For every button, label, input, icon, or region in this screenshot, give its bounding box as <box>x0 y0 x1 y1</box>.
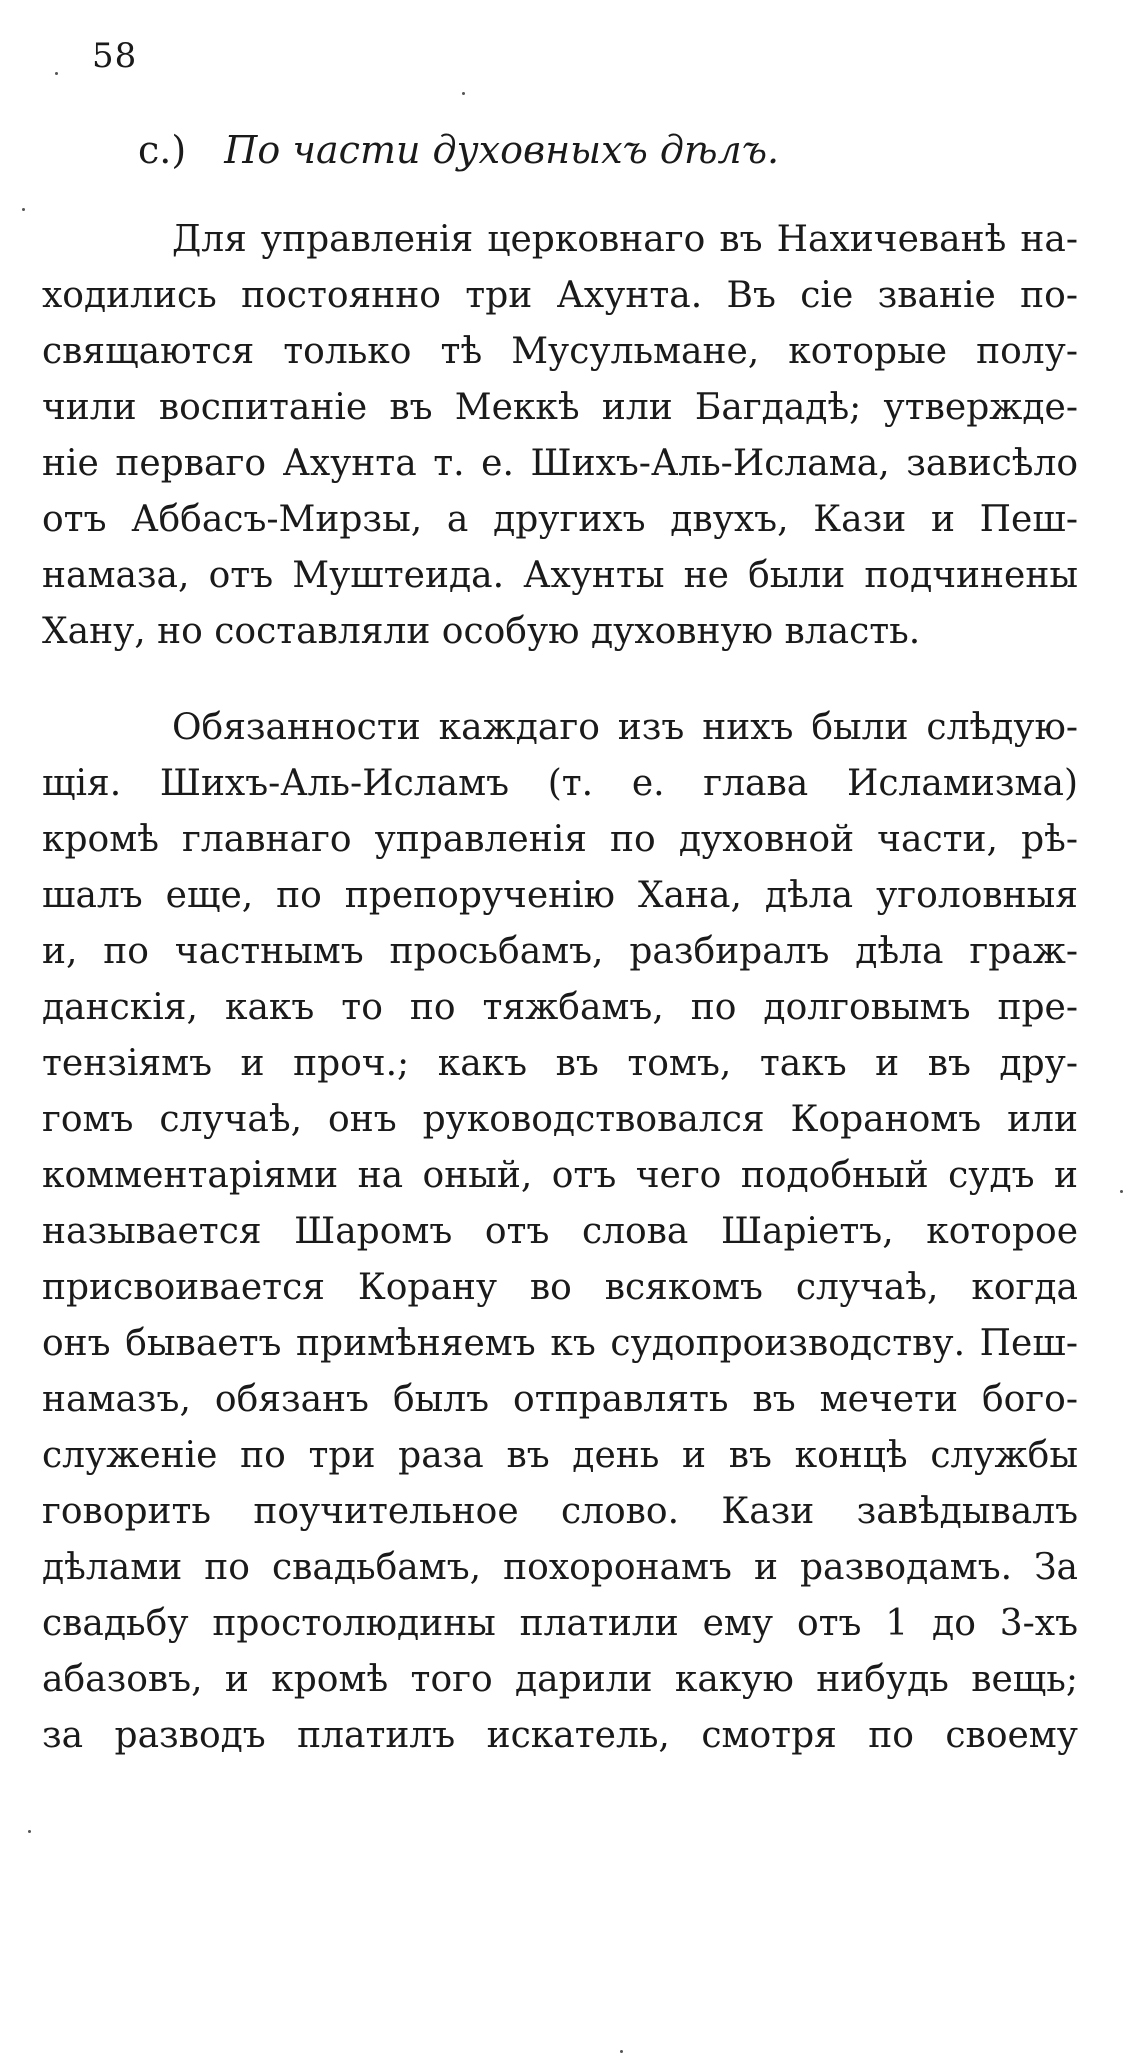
text-line: за разводъ платилъ искатель, смотря по своему <box>42 1715 1078 1756</box>
scan-speck <box>22 208 25 211</box>
section-heading <box>138 128 779 172</box>
text-line: щія. Шихъ-Аль-Исламъ (т. е. глава Исламизма) <box>42 763 1078 804</box>
page-number: 58 <box>92 36 138 76</box>
text-line: онъ бываетъ примѣняемъ къ судопроизводству. Пеш- <box>42 1323 1078 1364</box>
text-line: абазовъ, и кромѣ того дарили какую нибудь вещь; <box>42 1659 1078 1700</box>
text-line: Для управленія церковнаго въ Нахичеванѣ на- <box>172 219 1078 260</box>
text-line: называется Шаромъ отъ слова Шаріетъ, которое <box>42 1211 1078 1252</box>
text-line: чили воспитаніе въ Меккѣ или Багдадѣ; утвержде- <box>42 387 1078 428</box>
section-title: По части духовныхъ дѣлъ. <box>224 128 780 172</box>
text-line: говорить поучительное слово. Кази завѣдывалъ <box>42 1491 1078 1532</box>
text-line: кромѣ главнаго управленія по духовной части, рѣ- <box>42 819 1078 860</box>
scan-speck <box>620 2050 623 2053</box>
text-line: присвоивается Корану во всякомъ случаѣ, когда <box>42 1267 1078 1308</box>
text-line: свадьбу простолюдины платили ему отъ 1 до 3-хъ <box>42 1603 1078 1644</box>
text-line: данскія, какъ то по тяжбамъ, по долговымъ пре- <box>42 987 1078 1028</box>
text-line: служеніе по три раза въ день и въ концѣ службы <box>42 1435 1078 1476</box>
text-line: намазъ, обязанъ былъ отправлять въ мечети бого- <box>42 1379 1078 1420</box>
text-line: намаза, отъ Муштеида. Ахунты не были подчинены <box>42 555 1078 596</box>
text-line: шалъ еще, по препорученію Хана, дѣла уголовныя <box>42 875 1078 916</box>
text-line: гомъ случаѣ, онъ руководствовался Кораномъ или <box>42 1099 1078 1140</box>
text-line: ходились постоянно три Ахунта. Въ сіе званіе по- <box>42 275 1078 316</box>
scan-speck <box>55 72 58 75</box>
text-line: отъ Аббасъ-Мирзы, а другихъ двухъ, Кази и Пеш- <box>42 499 1078 540</box>
scan-speck <box>1120 1190 1123 1193</box>
text-line: свящаются только тѣ Мусульмане, которые полу- <box>42 331 1078 372</box>
scan-speck <box>462 92 465 95</box>
text-line: ніе перваго Ахунта т. е. Шихъ-Аль-Ислама, зависѣло <box>42 443 1078 484</box>
text-line: тензіямъ и проч.; какъ въ томъ, такъ и въ дру- <box>42 1043 1078 1084</box>
text-line: дѣлами по свадьбамъ, похоронамъ и разводамъ. За <box>42 1547 1078 1588</box>
text-line: Хану, но составляли особую духовную власть. <box>42 611 921 652</box>
text-line: Обязанности каждаго изъ нихъ были слѣдую- <box>172 707 1078 748</box>
text-line: комментаріями на оный, отъ чего подобный судъ и <box>42 1155 1078 1196</box>
scan-speck <box>28 1830 31 1833</box>
text-line: и, по частнымъ просьбамъ, разбиралъ дѣла граж- <box>42 931 1078 972</box>
section-label: c.) <box>138 128 187 172</box>
